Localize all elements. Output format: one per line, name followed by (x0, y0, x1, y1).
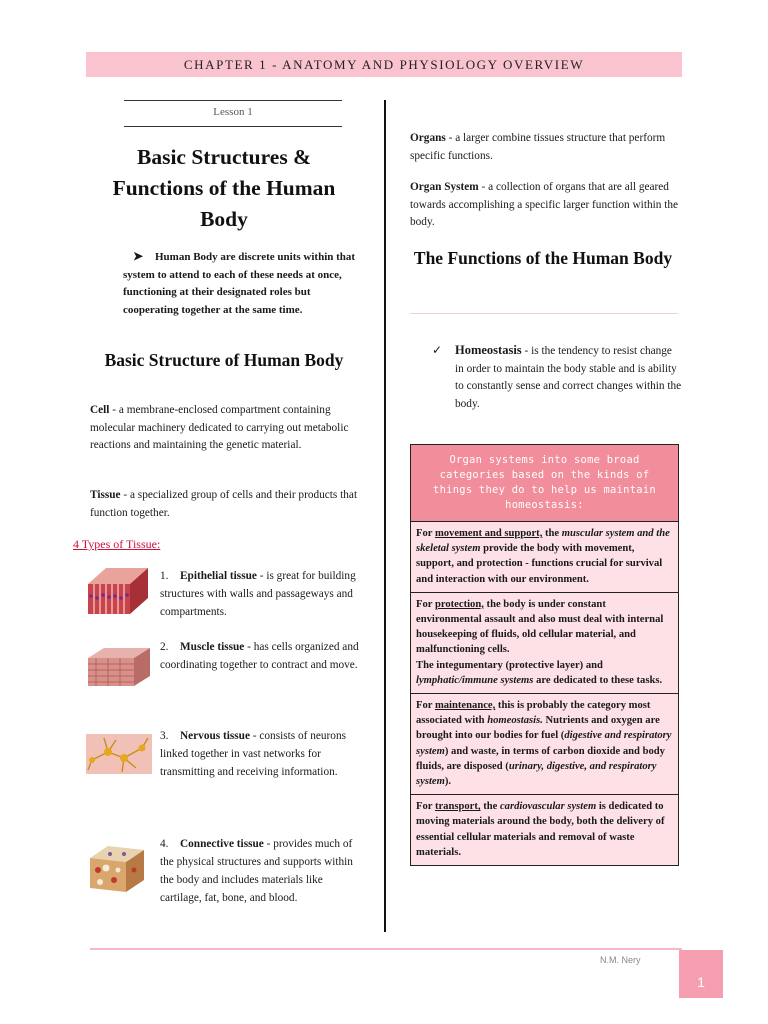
tissue-type-term: Muscle tissue (180, 641, 245, 653)
basic-structure-heading: Basic Structure of Human Body (104, 350, 344, 370)
tissue-type-number: 3. (160, 730, 169, 742)
page-number: 1 (679, 950, 723, 998)
tissue-type-text: - provides much of the physical structures and supports within the body and includes materials like cartilage, fat, bone, and blood. (160, 838, 353, 904)
lesson-rule-bottom (124, 126, 342, 127)
tissue-type-text: - is great for building structures with walls and passageways and compartments. (160, 570, 356, 618)
heading-divider (410, 313, 678, 314)
tissue-type-number: 2. (160, 641, 169, 653)
functions-heading: The Functions of the Human Body (413, 248, 673, 268)
tissue-type-text: - has cells organized and coordinating together to contract and move. (160, 641, 359, 671)
homeostasis-term: Homeostasis (455, 343, 522, 357)
cell-term: Cell (90, 404, 110, 416)
table-row-protection: For protection, the body is under constant environmental assault and also must deal with internal housekeeping of fluids, old cellular material, and malfunctioning cells. The integumentary (protective layer) and lymphatic/immune systems are dedicated to these tasks. (411, 592, 678, 693)
tissue-term: Tissue (90, 489, 121, 501)
organs-term: Organs (410, 132, 446, 144)
tissue-type-term: Connective tissue (180, 838, 264, 850)
homeostasis-text: - is the tendency to resist change in order to maintain the body stable and is ability to constantly sense and correct changes within the body. (455, 345, 682, 410)
organs-definition (410, 130, 680, 165)
organs-text: - a larger combine tissues structure that perform specific functions. (410, 132, 666, 162)
footer-rule (90, 948, 682, 950)
table-row-transport: For transport, the cardiovascular system is dedicated to moving materials around the body, both the delivery of essential cellular materials and removal of waste materials. (411, 794, 678, 865)
tissue-type-muscle (160, 638, 360, 674)
tissue-text: - a specialized group of cells and their products that function together. (90, 489, 358, 519)
muscle-tissue-image (84, 644, 154, 690)
tissue-types-title: 4 Types of Tissue: (73, 537, 161, 551)
tissue-type-text: - consists of neurons linked together in vast networks for transmitting and receiving information. (160, 730, 346, 778)
homeostasis-definition (432, 342, 682, 413)
tissue-definition (90, 487, 360, 522)
nervous-tissue-image (84, 730, 154, 778)
tissue-type-nervous (160, 727, 360, 781)
tissue-type-number: 1. (160, 570, 169, 582)
organ-system-definition (410, 179, 680, 232)
checkmark-icon: ✓ (432, 343, 443, 357)
organ-systems-table (410, 444, 679, 866)
cell-definition (90, 402, 360, 455)
lesson-label: Lesson 1 (213, 106, 253, 118)
column-divider (384, 100, 386, 932)
epithelial-tissue-image (84, 562, 152, 618)
chapter-banner: CHAPTER 1 - ANATOMY AND PHYSIOLOGY OVERVIEW (86, 52, 682, 77)
tissue-type-number: 4. (160, 838, 169, 850)
lesson-rule-top (124, 100, 342, 101)
arrowhead-bullet-icon: ➤ (133, 249, 144, 263)
table-header: Organ systems into some broad categories based on the kinds of things they do to help us maintain homeostasis: (411, 445, 678, 521)
table-row-movement: For movement and support, the muscular system and the skeletal system provide the body with movement, support, and protection - functions crucial for survival and interaction with our environment. (411, 521, 678, 592)
page-title: Basic Structures & Functions of the Human Body (112, 145, 336, 231)
tissue-type-connective (160, 835, 360, 907)
tissue-type-term: Nervous tissue (180, 730, 250, 742)
intro-text: Human Body are discrete units within that system to attend to each of these needs at once, functioning at their designated roles but cooperating together at the same time. (123, 251, 356, 316)
tissue-type-term: Epithelial tissue (180, 570, 257, 582)
intro-bullet (123, 248, 363, 319)
table-row-maintenance: For maintenance, this is probably the category most associated with homeostasis. Nutrients and oxygen are brought into our bodies for fuel (digestive and respiratory system) and waste, in terms of carbon dioxide and body fluids, are disposed (urinary, digestive, and respiratory system). (411, 693, 678, 794)
cell-text: - a membrane-enclosed compartment containing molecular machinery dedicated to carrying out metabolic reactions and maintaining the genetic material. (90, 404, 349, 451)
connective-tissue-image (84, 840, 150, 896)
organ-system-text: - a collection of organs that are all geared towards accomplishing a specific larger function within the body. (410, 181, 679, 228)
organ-system-term: Organ System (410, 181, 479, 193)
author-name: N.M. Nery (600, 955, 641, 965)
tissue-type-epithelial (160, 567, 360, 621)
